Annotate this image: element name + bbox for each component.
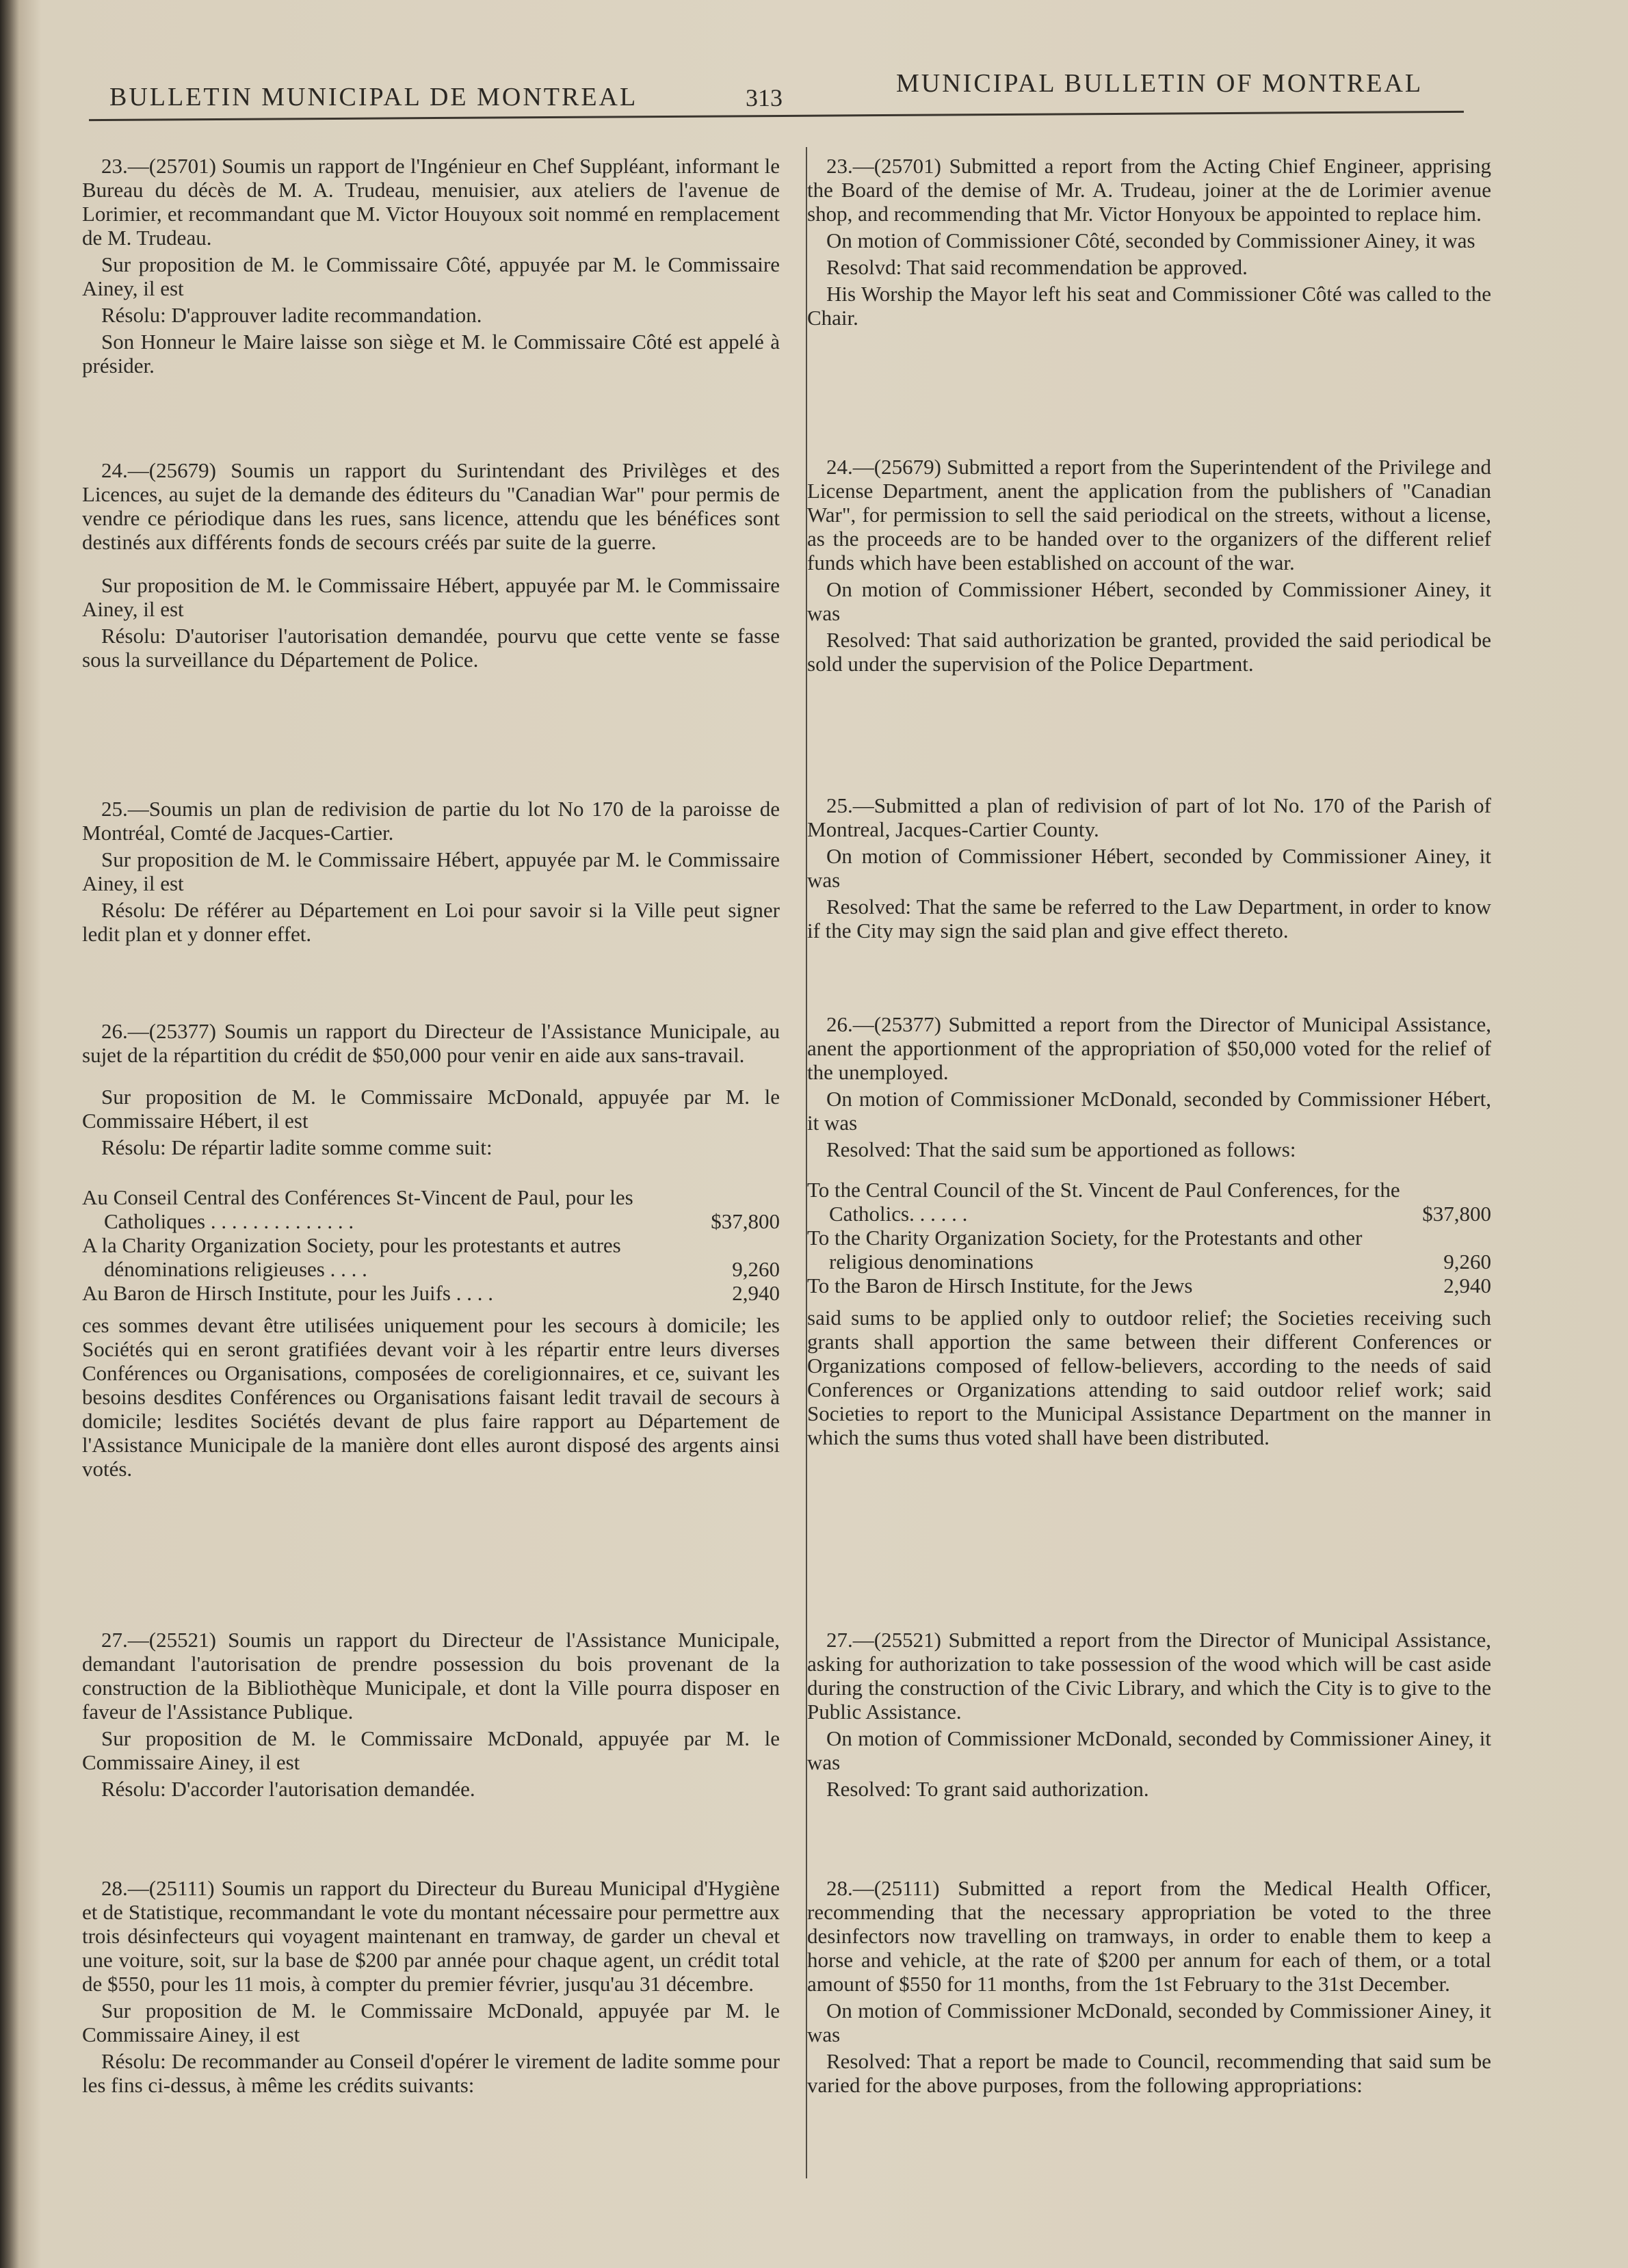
resolution-text: Resolved: That the said sum be apportioned as follows:: [826, 1137, 1296, 1161]
row-amount: $37,800: [711, 1209, 780, 1233]
entry-text: 26.—(25377) Submitted a report from the Director of Municipal Assistance, anent the apportionment of the appropriation of $50,000 voted for the relief of the unemployed.: [807, 1012, 1491, 1084]
entry-fr-25: [82, 797, 780, 949]
entry-text: 24.—(25679) Soumis un rapport du Surintendant des Privilèges et des Licences, au sujet de la demande des éditeurs du "Canadian War" pour permis de vendre ce périodique dans les rues, sans licence, attendu que les bénéfices sont destinés aux différents fonds de secours créés par suite de la guerre.: [82, 458, 780, 554]
resolution-text: Resolved: That the same be referred to the Law Department, in order to know if the City may sign the said plan and give effect thereto.: [807, 895, 1491, 942]
motion-text: Sur proposition de M. le Commissaire Côté, appuyée par M. le Commissaire Ainey, il est: [82, 252, 780, 300]
entry-fr-28: [82, 1876, 780, 2100]
row-label: Au Conseil Central des Conférences St-Vincent de Paul, pour les Catholiques . . . . . . . . . . . . . .: [82, 1185, 633, 1233]
entry-text: 24.—(25679) Submitted a report from the Superintendent of the Privilege and License Department, anent the application from the publishers of "Canadian War", for permission to sell the said periodical on the streets, without a license, as the proceeds are to be handed over to the organizers of the different relief funds which have been established on account of the war.: [807, 455, 1491, 575]
page-header: [0, 63, 1628, 118]
resolution-text: Résolu: De répartir ladite somme comme suit:: [101, 1135, 493, 1159]
table-row: [807, 1274, 1491, 1297]
motion-text: Sur proposition de M. le Commissaire Hébert, appuyée par M. le Commissaire Ainey, il est: [82, 573, 780, 621]
table-row: [807, 1178, 1491, 1226]
resolution-text: Résolu: D'approuver ladite recommandation.: [101, 303, 482, 327]
entry-en-25: [807, 793, 1491, 945]
entry-text: 25.—Soumis un plan de redivision de partie du lot No 170 de la paroisse de Montréal, Comté de Jacques-Cartier.: [82, 797, 780, 845]
entry-en-27: [807, 1628, 1491, 1804]
entry-text: 28.—(25111) Submitted a report from the Medical Health Officer, recommending that the necessary appropriation be voted to the three desinfectors now travelling on tramways, in order to enable them to keep a horse and vehicle, at the rate of $200 per annum for each of them, or a total amount of $550 for 11 months, from the 1st February to the 31st December.: [807, 1876, 1491, 1996]
table-row: [807, 1226, 1491, 1274]
entry-fr-24: [82, 458, 780, 674]
conditions-text: said sums to be applied only to outdoor relief; the Societies receiving such grants shall apportion the same between their different Conferences or Organizations composed of fellow-believers, according to the needs of said Conferences or Organizations attending to said outdoor relief work; said Societies to report to the Municipal Assistance Department on the manner in which the sums thus voted shall have been distributed.: [807, 1306, 1491, 1449]
header-english-title: MUNICIPAL BULLETIN OF MONTREAL: [896, 69, 1423, 98]
row-amount: 9,260: [732, 1257, 780, 1281]
conditions-text: ces sommes devant être utilisées uniquement pour les secours à domicile; les Sociétés qui en seront gratifiées devant voir à les répartir entre leurs diverses Conférences ou Organisations, composées de coreligionnaires, et ce, suivant les besoins desdites Conférences ou Organisations faisant ledit travail de secours à domicile; lesdites Sociétés devant de plus faire rapport au Département de l'Assistance Municipale de la manière dont elles auront disposé des argents ainsi votés.: [82, 1313, 780, 1481]
motion-text: Sur proposition de M. le Commissaire Hébert, appuyée par M. le Commissaire Ainey, il est: [82, 847, 780, 895]
entry-text: 28.—(25111) Soumis un rapport du Directeur du Bureau Municipal d'Hygiène et de Statistique, recommandant le vote du montant nécessaire pour permettre aux trois désinfecteurs qui voyagent maintenant en tramway, de garder un cheval et une voiture, soit, sur la base de $200 par année pour chaque agent, un crédit total de $550, pour les 11 mois, à compter du premier février, jusqu'au 31 décembre.: [82, 1876, 780, 1996]
resolution-text: Résolu: De recommander au Conseil d'opérer le virement de ladite somme pour les fins ci-dessus, à même les crédits suivants:: [82, 2049, 780, 2097]
row-amount: 2,940: [1443, 1274, 1491, 1297]
motion-text: On motion of Commissioner Hébert, seconded by Commissioner Ainey, it was: [807, 577, 1491, 625]
entry-en-24: [807, 455, 1491, 678]
entry-fr-26: [82, 1019, 780, 1484]
row-label: Au Baron de Hirsch Institute, pour les Juifs . . . .: [82, 1281, 493, 1305]
note-text: His Worship the Mayor left his seat and Commissioner Côté was called to the Chair.: [807, 282, 1491, 330]
motion-text: On motion of Commissioner Hébert, seconded by Commissioner Ainey, it was: [807, 844, 1491, 892]
motion-text: Sur proposition de M. le Commissaire McDonald, appuyée par M. le Commissaire Ainey, il est: [82, 1726, 780, 1774]
motion-text: Sur proposition de M. le Commissaire McDonald, appuyée par M. le Commissaire Hébert, il est: [82, 1085, 780, 1133]
distribution-table: [807, 1178, 1491, 1297]
table-row: [82, 1185, 780, 1233]
resolution-text: Résolu: D'accorder l'autorisation demandée.: [101, 1777, 475, 1801]
row-label: To the Charity Organization Society, for the Protestants and other religious denominations: [807, 1226, 1363, 1274]
entry-en-23: [807, 154, 1491, 332]
motion-text: Sur proposition de M. le Commissaire McDonald, appuyée par M. le Commissaire Ainey, il est: [82, 1999, 780, 2046]
entry-fr-27: [82, 1628, 780, 1804]
row-label: To the Baron de Hirsch Institute, for the Jews: [807, 1274, 1193, 1297]
motion-text: On motion of Commissioner McDonald, seconded by Commissioner Ainey, it was: [807, 1726, 1491, 1774]
note-text: Son Honneur le Maire laisse son siège et M. le Commissaire Côté est appelé à présider.: [82, 330, 780, 378]
row-amount: 9,260: [1443, 1250, 1491, 1274]
row-amount: $37,800: [1422, 1202, 1491, 1226]
entry-fr-23: [82, 154, 780, 380]
entry-text: 27.—(25521) Soumis un rapport du Directeur de l'Assistance Municipale, demandant l'autorisation de prendre possession du bois provenant de la construction de la Bibliothèque Municipale, et dont la Ville pourra disposer en faveur de l'Assistance Publique.: [82, 1628, 780, 1724]
distribution-table: [82, 1185, 780, 1305]
resolution-text: Resolved: That said authorization be granted, provided the said periodical be sold under the supervision of the Police Department.: [807, 628, 1491, 676]
motion-text: On motion of Commissioner Côté, seconded by Commissioner Ainey, it was: [826, 228, 1475, 252]
motion-text: On motion of Commissioner McDonald, seconded by Commissioner Hébert, it was: [807, 1087, 1491, 1135]
page-number: 313: [746, 84, 783, 111]
entry-text: 26.—(25377) Soumis un rapport du Directeur de l'Assistance Municipale, au sujet de la répartition du crédit de $50,000 pour venir en aide aux sans-travail.: [82, 1019, 780, 1067]
row-label: A la Charity Organization Society, pour les protestants et autres dénominations religieuses . . . .: [82, 1233, 621, 1281]
entry-text: 23.—(25701) Submitted a report from the Acting Chief Engineer, apprising the Board of the demise of Mr. A. Trudeau, joiner at the de Lorimier avenue shop, and recommending that Mr. Victor Honyoux be appointed to replace him.: [807, 154, 1491, 226]
entry-en-26: [807, 1012, 1491, 1452]
resolution-text: Resolved: That a report be made to Council, recommending that said sum be varied for the above purposes, from the following appropriations:: [807, 2049, 1491, 2097]
motion-text: On motion of Commissioner McDonald, seconded by Commissioner Ainey, it was: [807, 1999, 1491, 2046]
resolution-text: Resolved: To grant said authorization.: [826, 1777, 1149, 1801]
table-row: [82, 1233, 780, 1281]
entry-text: 25.—Submitted a plan of redivision of part of lot No. 170 of the Parish of Montreal, Jacques-Cartier County.: [807, 793, 1491, 841]
row-label: To the Central Council of the St. Vincent de Paul Conferences, for the Catholics. . . . . .: [807, 1178, 1400, 1226]
resolution-text: Résolu: D'autoriser l'autorisation demandée, pourvu que cette vente se fasse sous la surveillance du Département de Police.: [82, 624, 780, 672]
header-french-title: BULLETIN MUNICIPAL DE MONTREAL: [109, 83, 638, 111]
entry-text: 27.—(25521) Submitted a report from the Director of Municipal Assistance, asking for authorization to take possession of the wood which will be cast aside during the construction of the Civic Library, and which the City is to give to the Public Assistance.: [807, 1628, 1491, 1724]
entry-text: 23.—(25701) Soumis un rapport de l'Ingénieur en Chef Suppléant, informant le Bureau du décès de M. A. Trudeau, menuisier, aux ateliers de l'avenue de Lorimier, et recommandant que M. Victor Houyoux soit nommé en remplacement de M. Trudeau.: [82, 154, 780, 250]
resolution-text: Resolvd: That said recommendation be approved.: [826, 255, 1248, 279]
entry-en-28: [807, 1876, 1491, 2100]
row-amount: 2,940: [732, 1281, 780, 1305]
resolution-text: Résolu: De référer au Département en Loi pour savoir si la Ville peut signer ledit plan et y donner effet.: [82, 898, 780, 946]
table-row: [82, 1281, 780, 1305]
